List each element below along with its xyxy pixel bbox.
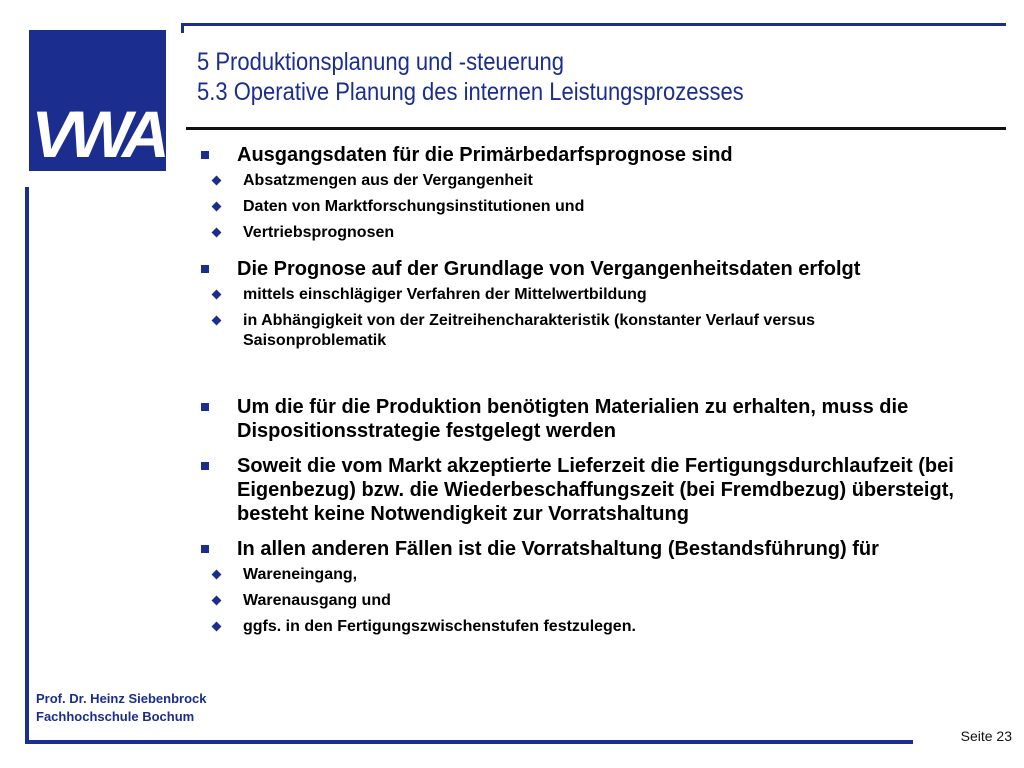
sub-bullet <box>157 591 997 611</box>
sub-bullet <box>157 285 997 305</box>
footer-institution: Fachhochschule Bochum <box>36 709 195 724</box>
sub-bullet-text: Warenausgang und <box>243 592 391 609</box>
diamond-bullet-icon <box>212 228 222 238</box>
square-bullet-icon <box>201 403 209 411</box>
top-rule-corner <box>181 23 184 33</box>
bullet-2 <box>197 257 997 281</box>
diamond-bullet-icon <box>212 290 222 300</box>
sub-bullet-text: mittels einschlägiger Verfahren der Mittelwertbildung <box>243 286 647 303</box>
square-bullet-icon <box>201 545 209 553</box>
sub-bullet-text: Absatzmengen aus der Vergangenheit <box>243 172 533 189</box>
sub-bullet-text: Daten von Marktforschungsinstitutionen und <box>243 198 585 215</box>
square-bullet-icon <box>201 265 209 273</box>
title-underline <box>186 127 1006 130</box>
square-bullet-icon <box>201 151 209 159</box>
page-number: Seite 23 <box>960 728 1012 744</box>
square-bullet-icon <box>201 462 209 470</box>
sub-bullet-text: ggfs. in den Fertigungszwischenstufen festzulegen. <box>243 618 636 635</box>
footer <box>36 690 207 726</box>
slide-content <box>197 140 997 637</box>
vwa-logo <box>29 30 166 171</box>
diamond-bullet-icon <box>212 622 222 632</box>
sub-bullet-text: Vertriebsprognosen <box>243 224 395 241</box>
bullet-text: Soweit die vom Markt akzeptierte Lieferzeit die Fertigungsdurchlaufzeit (bei Eigenbezug) bzw. die Wiederbeschaffungszeit (bei Fremdbezug) übersteigt, besteht keine Notwendigkeit zur Vorratshaltung <box>237 455 954 525</box>
slide-title <box>197 47 744 107</box>
sub-bullet <box>157 617 997 637</box>
diamond-bullet-icon <box>212 176 222 186</box>
left-rule <box>25 187 29 743</box>
diamond-bullet-icon <box>212 570 222 580</box>
diamond-bullet-icon <box>212 316 222 326</box>
title-line-1: 5 Produktionsplanung und -steuerung <box>197 48 564 76</box>
sub-bullet <box>157 565 997 585</box>
logo-text: VWA <box>31 97 164 171</box>
bullet-3 <box>197 395 977 443</box>
bottom-rule <box>25 740 913 744</box>
bullet-5 <box>197 537 997 561</box>
footer-author: Prof. Dr. Heinz Siebenbrock <box>36 691 207 706</box>
bullet-text: Ausgangsdaten für die Primärbedarfsprognose sind <box>237 144 733 166</box>
bullet-text: In allen anderen Fällen ist die Vorratshaltung (Bestandsführung) für <box>237 538 879 560</box>
bullet-1 <box>197 143 997 167</box>
sub-bullet <box>157 223 997 243</box>
diamond-bullet-icon <box>212 596 222 606</box>
bullet-text: Die Prognose auf der Grundlage von Vergangenheitsdaten erfolgt <box>237 258 861 280</box>
diamond-bullet-icon <box>212 202 222 212</box>
sub-bullet <box>157 171 997 191</box>
sub-bullet-text: in Abhängigkeit von der Zeitreihencharakteristik (konstanter Verlauf versus Saisonproblematik <box>243 312 816 349</box>
bullet-4 <box>197 454 997 526</box>
sub-bullet-text: Wareneingang, <box>243 566 358 583</box>
bullet-text: Um die für die Produktion benötigten Materialien zu erhalten, muss die Dispositionsstrategie festgelegt werden <box>237 396 909 442</box>
sub-bullet <box>157 197 997 217</box>
top-rule <box>182 23 1006 26</box>
title-line-2: 5.3 Operative Planung des internen Leistungsprozesses <box>197 78 744 106</box>
sub-bullet <box>157 311 843 351</box>
